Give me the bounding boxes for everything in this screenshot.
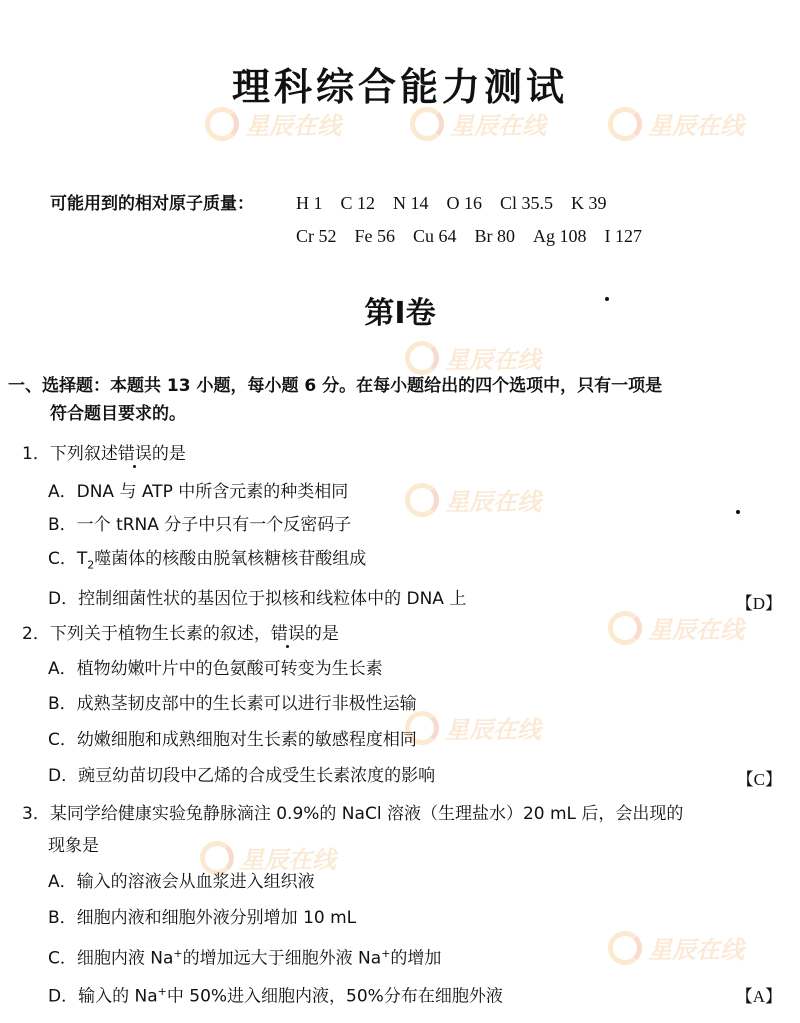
- watermark: 星辰在线: [205, 106, 341, 141]
- question-2-stem: [22, 620, 792, 648]
- question-1-option-b: B．一个 tRNA 分子中只有一个反密码子: [48, 515, 352, 535]
- masses-label: 可能用到的相对原子质量：: [50, 194, 254, 214]
- question-3-stem-line-1: 3．某同学给健康实验兔静脉滴注 0.9%的 NaCl 溶液（生理盐水）20 mL 后，会出现的: [22, 804, 684, 824]
- option-text: C．细胞内液 Na: [48, 948, 174, 969]
- superscript: +: [381, 947, 391, 960]
- stem-text: 的是: [304, 624, 339, 644]
- question-3-option-c: [48, 940, 792, 973]
- question-3-option-b: B．细胞内液和细胞外液分别增加 10 mL: [48, 908, 357, 928]
- question-2-option-b: B．成熟茎韧皮部中的生长素可以进行非极性运输: [48, 694, 417, 714]
- question-3-stem-line-2: 现象是: [48, 836, 99, 856]
- question-1-option-d: D．控制细菌性状的基因位于拟核和线粒体中的 DNA 上: [48, 589, 467, 609]
- watermark-logo-icon: [205, 107, 239, 141]
- question-2-option-a: A．植物幼嫩叶片中的色氨酸可转变为生长素: [48, 659, 383, 679]
- question-1-option-a: A．DNA 与 ATP 中所含元素的种类相同: [48, 482, 349, 502]
- option-text: 的增加: [390, 948, 442, 969]
- mass-item: K 39: [571, 193, 607, 213]
- atomic-masses: [50, 187, 660, 253]
- question-3-option-d: [48, 978, 792, 1011]
- superscript: +: [173, 947, 183, 960]
- watermark: 星辰在线: [405, 482, 541, 517]
- stem-text: 的是: [151, 444, 186, 464]
- masses-row-1: [50, 187, 660, 220]
- stem-text: 1．下列叙述: [22, 444, 118, 464]
- mass-item: Br 80: [474, 226, 516, 246]
- answer-q1: 【D】: [735, 594, 782, 613]
- watermark: 星辰在线: [405, 710, 541, 745]
- volume-heading: 第Ⅰ卷: [364, 296, 436, 331]
- option-text: 中 50%进入细胞内液，50%分布在细胞外液: [166, 986, 503, 1007]
- watermark-logo-icon: [608, 107, 642, 141]
- mass-item: Cu 64: [413, 226, 457, 246]
- watermark: 星辰在线: [405, 340, 541, 375]
- mass-item: Ag 108: [533, 226, 587, 246]
- question-2-option-d: D．豌豆幼苗切段中乙烯的合成受生长素浓度的影响: [48, 766, 436, 786]
- mass-item: H 1: [296, 193, 323, 213]
- question-3-option-a: A．输入的溶液会从血浆进入组织液: [48, 872, 315, 892]
- option-text: D．输入的 Na: [48, 986, 158, 1007]
- emphasis-text: 错误: [270, 624, 305, 644]
- option-text: 的增加远大于细胞外液 Na: [182, 948, 382, 969]
- section-instructions: [8, 372, 794, 428]
- watermark: 星辰在线: [410, 106, 546, 141]
- section-line-1: 一、选择题：本题共 13 小题，每小题 6 分。在每小题给出的四个选项中，只有一项是: [8, 376, 663, 396]
- mass-item: I 127: [604, 226, 643, 246]
- watermark-logo-icon: [410, 107, 444, 141]
- watermark-logo-icon: [405, 341, 439, 375]
- mass-item: Fe 56: [354, 226, 395, 246]
- option-text: 噬菌体的核酸由脱氧核糖核苷酸组成: [94, 549, 367, 569]
- subscript: 2: [87, 558, 95, 572]
- question-1-option-c: [48, 545, 792, 579]
- watermark: 星辰在线: [200, 840, 336, 875]
- mass-item: Cr 52: [296, 226, 337, 246]
- section-line-2: 符合题目要求的。: [50, 404, 186, 424]
- superscript: +: [157, 985, 167, 998]
- page-title: 理科综合能力测试: [231, 65, 568, 109]
- answer-q3: 【A】: [735, 987, 782, 1006]
- emphasis-text: 错误: [117, 444, 152, 464]
- option-text: C．T: [48, 549, 88, 569]
- mass-item: O 16: [446, 193, 483, 213]
- answer-q2: 【C】: [736, 770, 782, 789]
- mass-item: Cl 35.5: [500, 193, 554, 213]
- mass-item: C 12: [340, 193, 376, 213]
- mass-item: N 14: [393, 193, 429, 213]
- watermark: 星辰在线: [608, 610, 744, 645]
- watermark: 星辰在线: [608, 106, 744, 141]
- masses-row-2: [50, 220, 660, 253]
- watermark: 星辰在线: [608, 930, 744, 965]
- question-2-option-c: C．幼嫩细胞和成熟细胞对生长素的敏感程度相同: [48, 730, 417, 750]
- stem-text: 2．下列关于植物生长素的叙述，: [22, 624, 271, 644]
- question-1-stem: [22, 440, 792, 468]
